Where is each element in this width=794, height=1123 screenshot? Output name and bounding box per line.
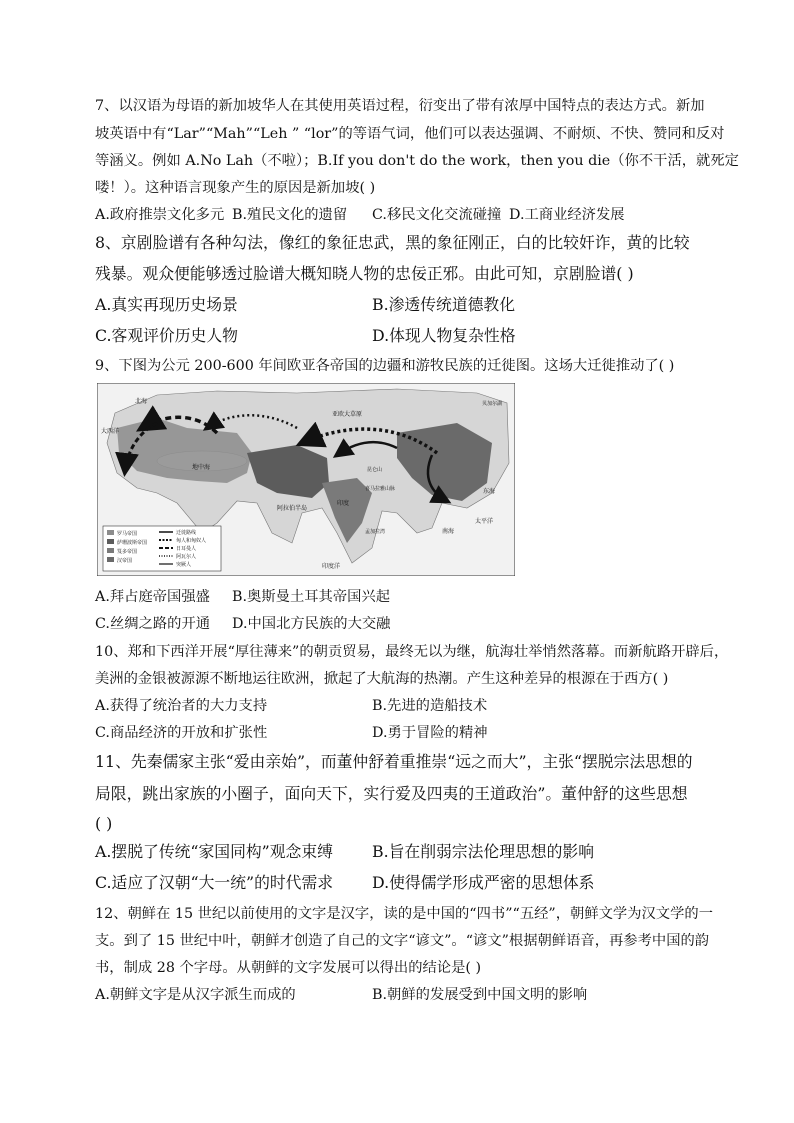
q10-option-b: B.先进的造船技术 — [372, 698, 488, 714]
q7-line-1: 7、以汉语为母语的新加坡华人在其使用英语过程，衍变出了带有浓厚中国特点的表达方式。新加 — [95, 98, 705, 114]
q10-line-1: 10、郑和下西洋开展“厚往薄来”的朝贡贸易，最终无以为继，航海壮举悄然落幕。而新航路开辟后， — [95, 644, 729, 660]
legend-avar: 阿瓦尔人 — [176, 554, 197, 560]
q7-option-b: B.殖民文化的遗留 — [232, 207, 348, 223]
legend-turk: 突厥人 — [176, 562, 192, 568]
legend-germanic: 日耳曼人 — [176, 546, 197, 552]
q11-option-a: A.摆脱了传统“家国同构”观念束缚 — [95, 842, 333, 861]
map-label-indian-ocean: 印度洋 — [322, 564, 341, 570]
q11-option-c: C.适应了汉朝“大一统”的时代需求 — [95, 873, 334, 892]
map-label-mediterranean: 地中海 — [192, 465, 211, 471]
q11-option-b: B.旨在削弱宗法伦理思想的影响 — [372, 842, 594, 861]
map-label-east-sea: 东海 — [483, 489, 496, 495]
q8-option-c: C.客观评价历史人物 — [95, 326, 238, 345]
q8-option-b: B.渗透传统道德教化 — [372, 295, 516, 314]
map-label-arabian-peninsula: 阿拉伯半岛 — [277, 506, 308, 512]
q11-line-1: 11、先秦儒家主张“爱由亲始”，而董仲舒着重推崇“远之而大”，主张“摆脱宗法思想的 — [95, 752, 693, 771]
legend-route: 迁徙路线 — [176, 530, 197, 536]
q12-option-a: A.朝鲜文字是从汉字派生而成的 — [95, 987, 296, 1003]
migration-map — [97, 383, 515, 576]
legend-swatch-han — [107, 557, 114, 562]
map-label-kunlun: 昆仑山 — [367, 467, 383, 473]
q9-line-1: 9、下图为公元 200-600 年间欧亚各帝国的边疆和游牧民族的迁徙图。这场大迁徙推动了( ) — [95, 358, 675, 374]
q11-line-3: ( ) — [95, 814, 113, 833]
map-label-bay-of-bengal: 孟加拉湾 — [365, 529, 386, 535]
q10-option-a: A.获得了统治者的大力支持 — [95, 698, 268, 714]
q10-line-2: 美洲的金银被源源不断地运往欧洲，掀起了大航海的热潮。产生这种差异的根源在于西方( ) — [95, 671, 669, 687]
map-label-pacific: 太平洋 — [475, 519, 494, 525]
map-label-north-sea: 北海 — [135, 399, 148, 405]
q9-option-c: C.丝绸之路的开通 — [95, 616, 211, 632]
q9-option-a: A.拜占庭帝国强盛 — [95, 589, 210, 605]
map-label-india: 印度 — [337, 501, 350, 507]
legend-swatch-roman — [107, 530, 114, 535]
map-label-himalaya: 喜马拉雅山脉 — [365, 486, 396, 492]
q7-line-4: 喽！）。这种语言现象产生的原因是新加坡( ) — [95, 180, 376, 196]
q7-option-c: C.移民文化交流碰撞 — [372, 207, 502, 223]
q8-line-1: 8、京剧脸谱有各种勾法，像红的象征忠武，黑的象征刚正，白的比较奸诈，黄的比较 — [95, 233, 690, 252]
map-label-eurasian-steppe: 亚欧大草原 — [332, 412, 363, 418]
q9-option-b: B.奥斯曼土耳其帝国兴起 — [232, 589, 391, 605]
q8-option-d: D.体现人物复杂性格 — [372, 326, 516, 345]
legend-han: 汉帝国 — [117, 558, 133, 564]
legend-xiongnu: 匈人和匈奴人 — [176, 538, 207, 544]
q7-option-d: D.工商业经济发展 — [509, 207, 625, 223]
legend-swatch-gupta — [107, 548, 114, 553]
q11-option-d: D.使得儒学形成严密的思想体系 — [372, 873, 595, 892]
q7-line-3: 等涵义。例如 A.No Lah（不啦）；B.If you don't do the work，then you die（你不干活，就死定 — [95, 153, 739, 169]
q8-line-2: 残暴。观众便能够透过脸谱大概知晓人物的忠佞正邪。由此可知，京剧脸谱( ) — [95, 264, 634, 283]
map-label-atlantic: 大西洋 — [101, 429, 120, 435]
q9-option-d: D.中国北方民族的大交融 — [232, 616, 391, 632]
q10-option-d: D.勇于冒险的精神 — [372, 725, 488, 741]
map-label-lake-baikal: 贝加尔湖 — [482, 401, 503, 407]
q11-line-2: 局限，跳出家族的小圈子，面向天下，实行爱及四夷的王道政治”。董仲舒的这些思想 — [95, 784, 688, 803]
q12-line-3: 书，制成 28 个字母。从朝鲜的文字发展可以得出的结论是( ) — [95, 960, 482, 976]
q12-line-2: 支。到了 15 世纪中叶，朝鲜才创造了自己的文字“谚文”。“谚文”根据朝鲜语音，再参考中国的韵 — [95, 933, 710, 949]
q10-option-c: C.商品经济的开放和扩张性 — [95, 725, 268, 741]
legend-sasanian: 萨珊波斯帝国 — [117, 540, 148, 546]
legend-swatch-sasanian — [107, 539, 114, 544]
q12-option-b: B.朝鲜的发展受到中国文明的影响 — [372, 987, 588, 1003]
map-label-south-sea: 南海 — [442, 529, 455, 535]
q7-line-2: 坡英语中有“Lar”“Mah”“Leh ” “lor”的等语气词，他们可以表达强调、不耐烦、不快、赞同和反对 — [95, 126, 725, 142]
legend-gupta: 笈多帝国 — [117, 549, 138, 555]
q12-line-1: 12、朝鲜在 15 世纪以前使用的文字是汉字，读的是中国的“四书”“五经”，朝鲜文学为汉文学的一 — [95, 906, 713, 922]
legend-roman: 罗马帝国 — [117, 531, 138, 537]
q8-option-a: A.真实再现历史场景 — [95, 295, 238, 314]
map-legend — [103, 526, 221, 571]
q7-option-a: A.政府推崇文化多元 — [95, 207, 225, 223]
